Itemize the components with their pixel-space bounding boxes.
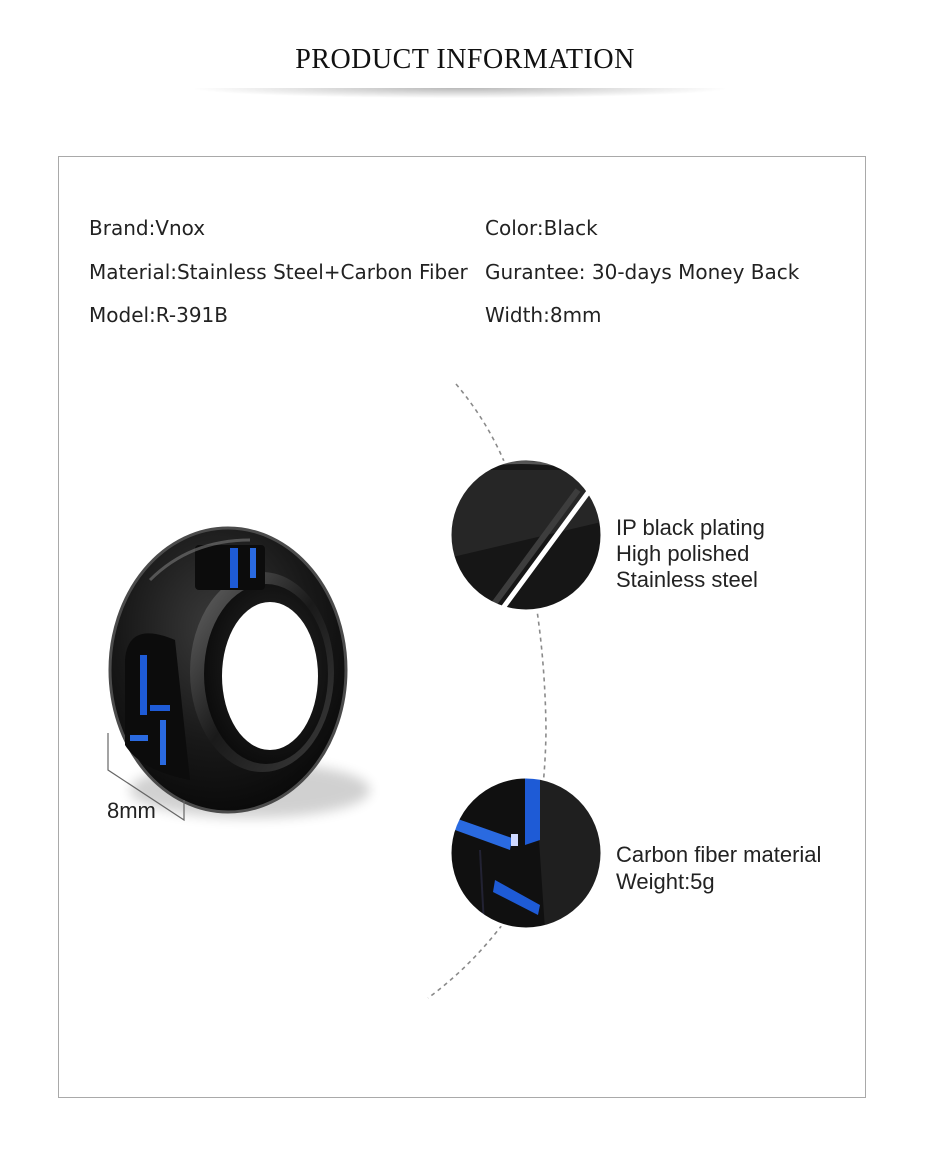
spec-color: Color:Black <box>485 216 598 240</box>
width-label: 8mm <box>107 798 156 823</box>
callout-material-line2: Weight:5g <box>616 869 715 894</box>
section-title: PRODUCT INFORMATION <box>295 44 635 75</box>
ring-body <box>110 528 346 812</box>
carbon-detail-circle <box>440 770 620 940</box>
callout-plating-line1: IP black plating <box>616 515 765 540</box>
plating-detail-circle <box>440 450 620 620</box>
spec-brand: Brand:Vnox <box>89 216 206 240</box>
spec-material: Material:Stainless Steel+Carbon Fiber <box>89 260 468 284</box>
callout-plating-line3: Stainless steel <box>616 567 758 592</box>
spec-width: Width:8mm <box>485 303 602 327</box>
callout-material-line1: Carbon fiber material <box>616 842 822 867</box>
spec-model: Model:R-391B <box>89 303 228 327</box>
spec-guarantee: Gurantee: 30-days Money Back <box>485 260 800 284</box>
callout-plating-line2: High polished <box>616 541 750 566</box>
